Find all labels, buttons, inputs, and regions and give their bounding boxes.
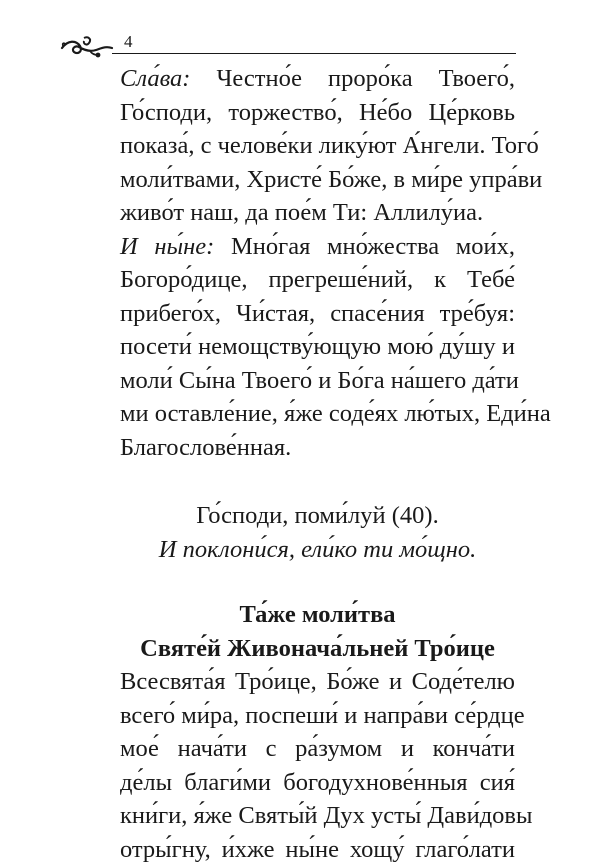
text-line: отры́гну, и́хже ны́не хощу́ глаго́лати [120, 833, 515, 866]
text-line: Го́споди, торжество́, Не́бо Це́рковь [120, 96, 515, 130]
text-line: ми оставле́ние, я́же соде́ях лю́тых, Еди́на [120, 397, 515, 431]
page-header [60, 30, 516, 60]
header-rule [112, 53, 516, 54]
rubric-instruction: И поклони́ся, ели́ко ти мо́щно. [120, 533, 515, 567]
spacer [120, 566, 515, 598]
kyrie-line: Го́споди, поми́луй (40). [120, 499, 515, 533]
text-line: прибего́х, Чи́стая, спасе́ния тре́буя: [120, 297, 515, 331]
page-text [120, 62, 515, 866]
text-run: Честно́е проро́ка Твоего́, [190, 65, 515, 92]
prayer-section [120, 598, 515, 866]
rubric-label: И ны́не: [120, 233, 214, 260]
prayer-subtitle: Святе́й Живонача́льней Тро́ице [120, 632, 515, 666]
page-number: 4 [124, 32, 133, 52]
text-run: Мно́гая мно́жества мои́х, [214, 233, 515, 260]
spacer [120, 464, 515, 499]
text-line: кни́ги, я́же Святы́й Дух усты́ Дави́довы [120, 799, 515, 833]
text-line: мое́ нача́ти с ра́зумом и конча́ти [120, 732, 515, 766]
paragraph-slava [120, 62, 515, 230]
text-line: моли́твами, Христе́ Бо́же, в ми́ре упра́ви [120, 163, 515, 197]
text-line: посети́ немощству́ющую мою́ ду́шу и [120, 330, 515, 364]
floral-ornament-icon [60, 34, 114, 58]
text-line: всего́ ми́ра, поспеши́ и напра́ви се́рдце [120, 699, 515, 733]
text-line: показа́, с челове́ки лику́ют А́нгели. Того́ [120, 129, 515, 163]
rubric-label: Сла́ва: [120, 65, 190, 92]
text-line: Богоро́дице, прегреше́ний, к Тебе́ [120, 263, 515, 297]
text-line: Всесвята́я Тро́ице, Бо́же и Соде́телю [120, 665, 515, 699]
text-line [120, 62, 515, 96]
text-line: де́лы благи́ми богодухнове́нныя сия́ [120, 766, 515, 800]
text-line: Благослове́нная. [120, 431, 515, 465]
prayer-title: Та́же моли́тва [120, 598, 515, 632]
paragraph-i-nyne [120, 230, 515, 465]
text-line: моли́ Сы́на Твоего́ и Бо́га на́шего да́ти [120, 364, 515, 398]
kyrie-block [120, 499, 515, 566]
text-line: живо́т наш, да пое́м Ти: Аллилу́иа. [120, 196, 515, 230]
text-line [120, 230, 515, 264]
